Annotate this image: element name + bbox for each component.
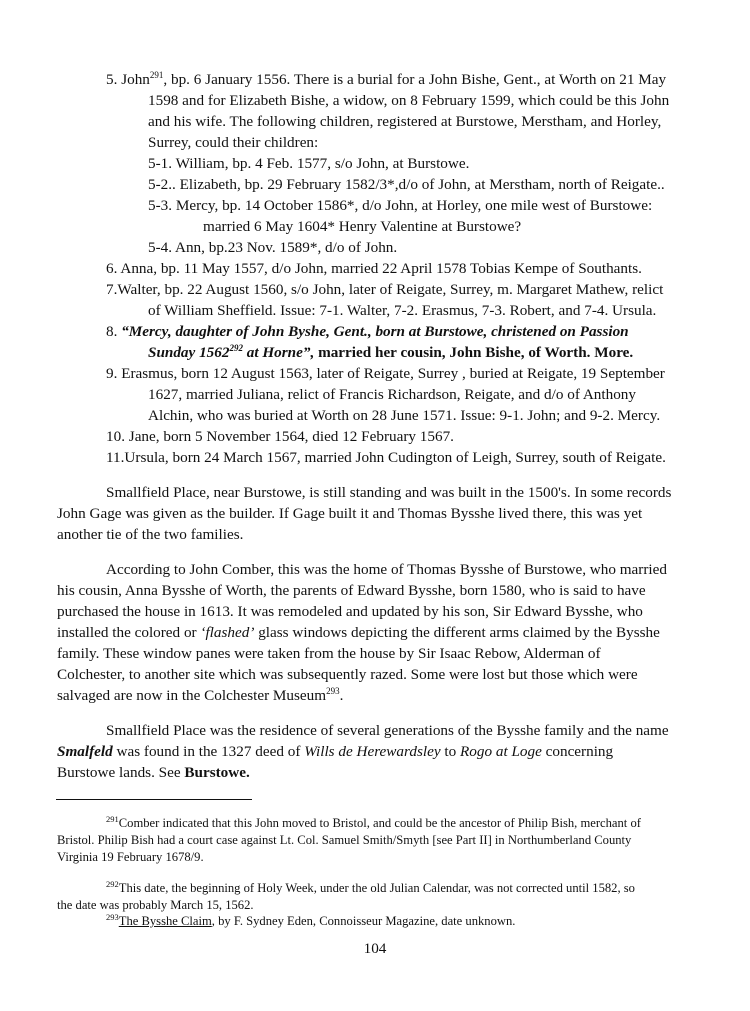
quote-text: “Mercy, daughter of John Byshe, Gent., born at Burstowe, christened on Passion [121, 323, 629, 340]
sub-item-5-3: 5-3. Mercy, bp. 14 October 1586*, d/o John, at Horley, one mile west of Burstowe: [148, 197, 653, 214]
list-item-5-line: 1598 and for Elizabeth Bishe, a widow, on 8 February 1599, which could be this John [148, 92, 670, 109]
footnote-292: $^{292}$This date, the beginning of Holy Week, under the old Julian Calendar, was not corrected until 1582, so [106, 878, 635, 895]
paragraph-line: family. These window panes were taken from the house by Sir Isaac Rebow, Alderman of [57, 645, 601, 662]
list-item-11: 11.Ursula, born 24 March 1567, married John Cudington of Leigh, Surrey, south of Reigate. [106, 449, 666, 466]
list-item-5: 5. John$^{291}$, bp. 6 January 1556. There is a burial for a John Bishe, Gent., at Worth on 21 May [106, 69, 667, 88]
list-item-5-line: and his wife. The following children, registered at Burstowe, Merstham, and Horley, [148, 113, 662, 130]
list-item-9: 9. Erasmus, born 12 August 1563, later of Reigate, Surrey , buried at Reigate, 19 September [106, 365, 665, 382]
list-item-7: 7.Walter, bp. 22 August 1560, s/o John, later of Reigate, Surrey, m. Margaret Mathew, relict [106, 281, 664, 298]
footnote-ref-293[interactable]: 293 [326, 685, 340, 696]
footnote-ref-292[interactable]: 292 [229, 342, 243, 353]
list-item-7-line: of William Sheffield. Issue: 7-1. Walter, 7-2. Erasmus, 7-3. Robert, and 7-4. Ursula. [148, 302, 657, 319]
list-item-10: 10. Jane, born 5 November 1564, died 12 February 1567. [106, 428, 454, 445]
footnote-293: $^{293}$The Bysshe Claim, by F. Sydney Eden, Connoisseur Magazine, date unknown. [106, 911, 516, 928]
paragraph-line: John Gage was given as the builder. If Gage built it and Thomas Bysshe lived there, this was yet [57, 505, 643, 522]
cited-work-title: The Bysshe Claim [118, 914, 212, 928]
paragraph-line: Colchester, to another site which was subsequently razed. Some were lost but those which were [57, 666, 638, 683]
sub-item-5-3-line: married 6 May 1604* Henry Valentine at Burstowe? [203, 218, 522, 235]
list-item-9-line: 1627, married Juliana, relict of Francis Richardson, Reigate, and d/o of Anthony [148, 386, 636, 403]
footnote-line: Bristol. Philip Bish had a court case against Lt. Col. Samuel Smith/Smyth [see Part II] in Northumberland County [57, 833, 632, 847]
footnote-separator [56, 799, 252, 800]
list-item-8-line: Sunday 1562$^{292}$ at Horne”, married her cousin, John Bishe, of Worth. More. [148, 342, 634, 361]
paragraph-residence: Smallfield Place was the residence of several generations of the Bysshe family and the name [106, 722, 669, 739]
paragraph-line: purchased the house in 1613. It was remodeled and updated by his son, Sir Edward Bysshe, who [57, 603, 643, 620]
sub-item-5-1: 5-1. William, bp. 4 Feb. 1577, s/o John, at Burstowe. [148, 155, 470, 172]
paragraph-line: installed the colored or ‘flashed’ glass windows depicting the different arms claimed by the Bysshe [57, 624, 660, 641]
sub-item-5-2: 5-2.. Elizabeth, bp. 29 February 1582/3*,d/o of John, at Merstham, north of Reigate.. [148, 176, 665, 193]
footnote-line: Virginia 19 February 1678/9. [57, 850, 204, 864]
page-number: 104 [363, 940, 387, 957]
cross-reference-link[interactable]: Burstowe. [184, 764, 250, 781]
paragraph-line: another tie of the two families. [57, 526, 244, 543]
paragraph-line: his cousin, Anna Bysshe of Worth, the parents of Edward Bysshe, born 1580, who is said to have [57, 582, 646, 599]
sub-item-5-4: 5-4. Ann, bp.23 Nov. 1589*, d/o of John. [148, 239, 398, 256]
list-item-8: 8. “Mercy, daughter of John Byshe, Gent., born at Burstowe, christened on Passion [106, 323, 629, 340]
list-item-6: 6. Anna, bp. 11 May 1557, d/o John, married 22 April 1578 Tobias Kempe of Southants. [106, 260, 642, 277]
list-item-9-line: Alchin, who was buried at Worth on 28 June 1571. Issue: 9-1. John; and 9-2. Mercy. [148, 407, 661, 424]
footnote-line: the date was probably March 15, 1562. [57, 898, 254, 912]
list-item-5-line: Surrey, could their children: [148, 134, 319, 151]
paragraph-comber: According to John Comber, this was the home of Thomas Bysshe of Burstowe, who married [106, 561, 667, 578]
paragraph-smallfield: Smallfield Place, near Burstowe, is still standing and was built in the 1500's. In some records [106, 484, 672, 501]
paragraph-line: Burstowe lands. See Burstowe. [57, 764, 250, 781]
paragraph-line: Smalfeld was found in the 1327 deed of Wills de Herewardsley to Rogo at Loge concerning [57, 743, 614, 760]
footnote-ref-291[interactable]: 291 [149, 69, 164, 80]
footnote-291: $^{291}$Comber indicated that this John moved to Bristol, and could be the ancestor of Philip Bish, merchant of [106, 813, 641, 830]
paragraph-line: salvaged are now in the Colchester Museum$^{293}$. [57, 685, 344, 704]
